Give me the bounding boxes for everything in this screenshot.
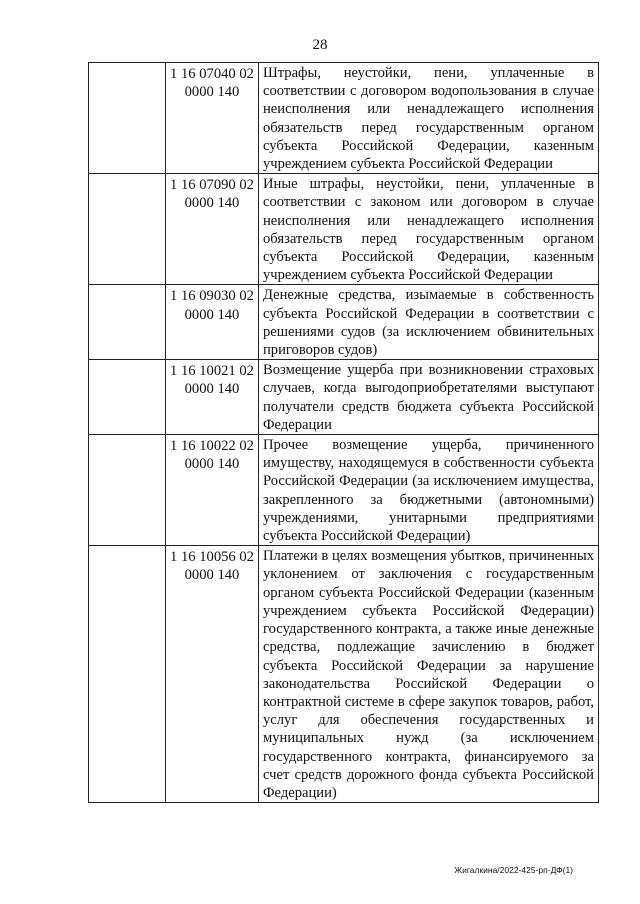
table-row — [89, 174, 599, 285]
empty-cell — [89, 360, 166, 435]
budget-code-cell: 1 16 10022 02 0000 140 — [166, 435, 259, 546]
budget-code-cell: 1 16 10056 02 0000 140 — [166, 546, 259, 803]
description-cell: Иные штрафы, неустойки, пени, уплаченные в соответствии с законом или договором в случае неисполнения или ненадлежащего исполнения обязательств перед государственным органом субъекта Российской Федерации, казенным учреждением субъекта Российской Федерации — [259, 174, 599, 285]
description-cell: Платежи в целях возмещения убытков, причиненных уклонением от заключения с государственным органом субъекта Российской Федерации (казенным учреждением субъекта Российской Федерации) государственного контракта, а также иные денежные средства, подлежащие зачислению в бюджет субъекта Российской Федерации за нарушение законодательства Российской Федерации о контрактной системе в сфере закупок товаров, работ, услуг для обеспечения государственных и муниципальных нужд (за исключением государственного контракта, финансируемого за счет средств дорожного фонда субъекта Российской Федерации) — [259, 546, 599, 803]
budget-code-cell: 1 16 07090 02 0000 140 — [166, 174, 259, 285]
description-cell: Штрафы, неустойки, пени, уплаченные в соответствии с договором водопользования в случае неисполнения или ненадлежащего исполнения обязательств перед государственным органом субъекта Российской Федерации, казенным учреждением субъекта Российской Федерации — [259, 63, 599, 174]
empty-cell — [89, 435, 166, 546]
empty-cell — [89, 285, 166, 360]
page-number: 28 — [312, 37, 328, 53]
empty-cell — [89, 63, 166, 174]
budget-code-cell: 1 16 10021 02 0000 140 — [166, 360, 259, 435]
empty-cell — [89, 546, 166, 803]
table-row — [89, 63, 599, 174]
table-row — [89, 546, 599, 803]
description-cell: Прочее возмещение ущерба, причиненного имуществу, находящемуся в собственности субъекта Российской Федерации (за исключением имущества, закрепленного за бюджетными (автономными) учреждениями, унитарными предприятиями субъекта Российской Федерации) — [259, 435, 599, 546]
empty-cell — [89, 174, 166, 285]
description-cell: Денежные средства, изымаемые в собственность субъекта Российской Федерации в соответствии с решениями судов (за исключением обвинительных приговоров судов) — [259, 285, 599, 360]
document-reference-footer: Жигалкина/2022-425-рп-ДФ(1) — [454, 865, 573, 875]
table-row — [89, 435, 599, 546]
budget-code-cell: 1 16 09030 02 0000 140 — [166, 285, 259, 360]
description-cell: Возмещение ущерба при возникновении страховых случаев, когда выгодоприобретателями выступают получатели средств бюджета субъекта Российской Федерации — [259, 360, 599, 435]
table-row — [89, 285, 599, 360]
budget-codes-table — [88, 62, 599, 803]
table-row — [89, 360, 599, 435]
budget-code-cell: 1 16 07040 02 0000 140 — [166, 63, 259, 174]
